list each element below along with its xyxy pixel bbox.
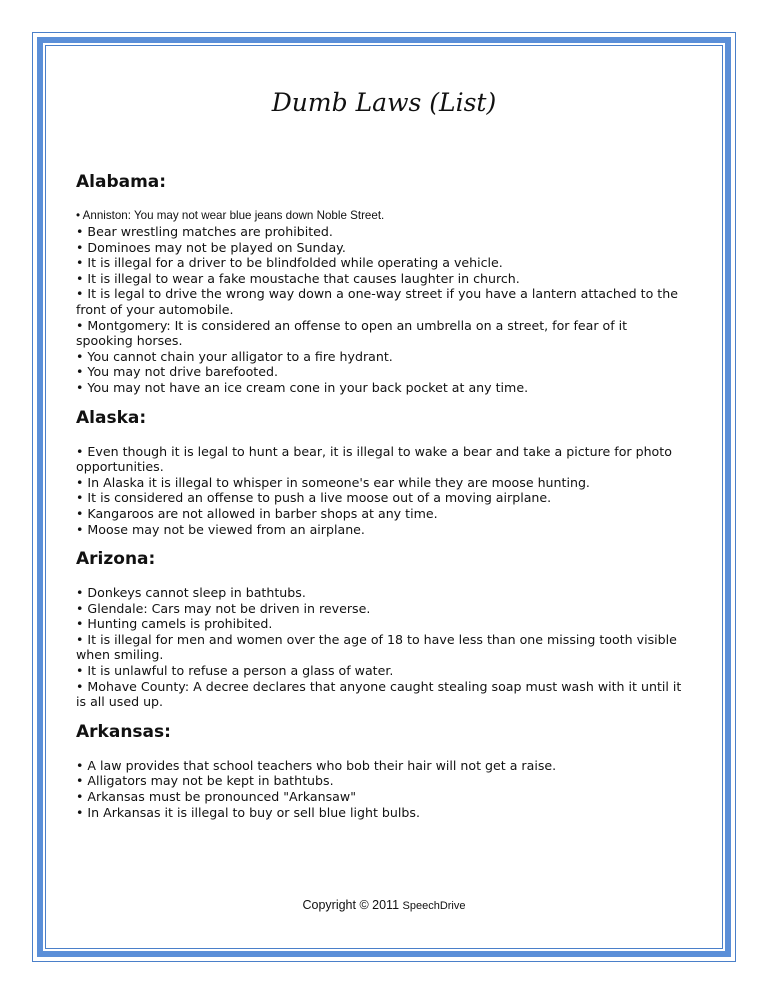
state-section-alabama — [76, 172, 682, 396]
law-list — [76, 444, 682, 538]
law-item: • In Arkansas it is illegal to buy or sell blue light bulbs. — [76, 804, 420, 820]
brand-name: SpeechDrive — [402, 900, 466, 912]
law-item: • It is considered an offense to push a live moose out of a moving airplane. — [76, 490, 552, 506]
law-list — [76, 208, 682, 396]
state-section-arkansas — [76, 722, 682, 820]
law-item: • It is illegal to wear a fake moustache that causes laughter in church. — [76, 270, 520, 286]
law-item: • Glendale: Cars may not be driven in reverse. — [76, 600, 371, 616]
law-item: • A law provides that school teachers who bob their hair will not get a raise. — [76, 757, 557, 773]
law-item: • You cannot chain your alligator to a fire hydrant. — [76, 348, 393, 364]
law-list — [76, 758, 682, 820]
state-heading: Arizona: — [76, 549, 156, 570]
state-heading: Arkansas: — [76, 721, 171, 742]
law-item: • Montgomery: It is considered an offense to open an umbrella on a street, for fear of it spooking horses. — [76, 317, 628, 349]
law-item: • Anniston: You may not wear blue jeans down Noble Street. — [76, 209, 385, 222]
law-item: • Bear wrestling matches are prohibited. — [76, 224, 333, 239]
law-item: • Kangaroos are not allowed in barber shops at any time. — [76, 505, 438, 521]
law-item: • It is unlawful to refuse a person a glass of water. — [76, 663, 394, 679]
law-item: • It is illegal for a driver to be blindfolded while operating a vehicle. — [76, 255, 503, 271]
law-item: • Mohave County: A decree declares that anyone caught stealing soap must wash with it until it is all used up. — [76, 678, 682, 710]
state-heading: Alabama: — [76, 172, 167, 192]
law-item: • Moose may not be viewed from an airplane. — [76, 521, 365, 537]
law-item: • Donkeys cannot sleep in bathtubs. — [76, 585, 306, 601]
state-section-arizona — [76, 549, 682, 710]
law-item: • Dominoes may not be played on Sunday. — [76, 239, 346, 255]
law-item: • It is illegal for men and women over the age of 18 to have less than one missing tooth visible when smiling. — [76, 631, 677, 663]
state-section-alaska — [76, 408, 682, 538]
law-item: • You may not have an ice cream cone in your back pocket at any time. — [76, 379, 529, 395]
law-list — [76, 585, 682, 710]
copyright-text: Copyright © 2011 — [302, 898, 400, 912]
document-title: Dumb Laws (List) — [271, 88, 497, 117]
law-item: • Hunting camels is prohibited. — [76, 616, 273, 632]
document-body — [76, 172, 682, 832]
law-item: • It is legal to drive the wrong way down a one-way street if you have a lantern attached to the front of your automobile. — [76, 286, 678, 317]
state-heading: Alaska: — [76, 407, 147, 428]
law-item: • Arkansas must be pronounced "Arkansaw" — [76, 789, 356, 805]
law-item: • Alligators may not be kept in bathtubs. — [76, 773, 334, 789]
law-item: • Even though it is legal to hunt a bear, it is illegal to wake a bear and take a picture for photo opportunities. — [76, 443, 672, 475]
law-item: • In Alaska it is illegal to whisper in someone's ear while they are moose hunting. — [76, 474, 590, 490]
footer-copyright — [0, 898, 768, 912]
law-item: • You may not drive barefooted. — [76, 364, 278, 380]
